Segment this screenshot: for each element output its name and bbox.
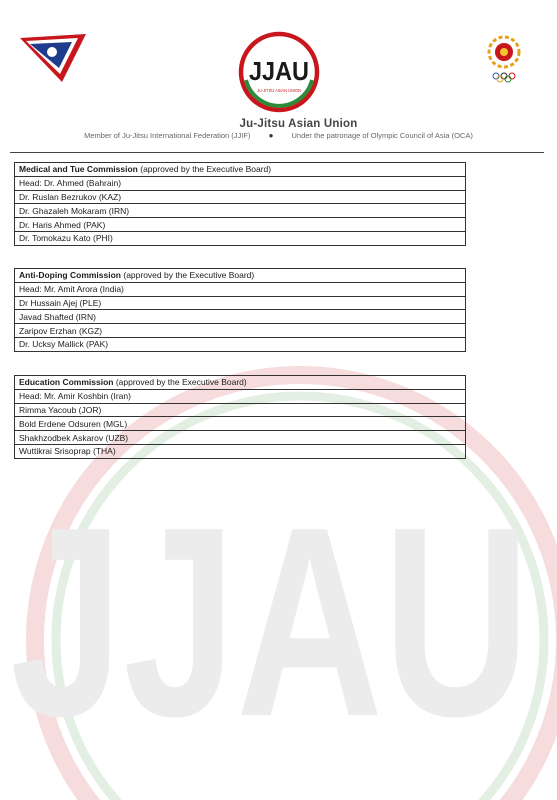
member-cell: Wuttikrai Srisoprap (THA): [15, 444, 466, 458]
member-of-text: Member of Ju-Jitsu International Federation (JJIF): [84, 131, 251, 140]
table-header-row: [15, 163, 466, 177]
table-row: [15, 389, 466, 403]
logo-center-text: JJAU: [249, 56, 309, 86]
table-row: [15, 403, 466, 417]
commission-title-cell: [15, 269, 466, 283]
logo-center-subtext: JU-JITSU ASIAN UNION: [257, 88, 301, 93]
watermark-text: JJAU: [10, 472, 530, 773]
table-row: [15, 231, 466, 245]
anti-doping-commission-table: [14, 268, 466, 352]
member-cell: Dr. Ghazaleh Mokaram (IRN): [15, 204, 466, 218]
member-cell: Head: Dr. Ahmed (Bahrain): [15, 176, 466, 190]
member-cell: Dr Hussain Ajej (PLE): [15, 296, 466, 310]
letterhead: [0, 0, 557, 150]
member-cell: Dr. Haris Ahmed (PAK): [15, 218, 466, 232]
table-row: [15, 431, 466, 445]
commission-title: Anti-Doping Commission: [19, 270, 121, 281]
table-header-row: [15, 269, 466, 283]
member-cell: Head: Mr. Amit Arora (India): [15, 282, 466, 296]
organization-name: Ju-Jitsu Asian Union: [239, 118, 358, 130]
separator-dot: ●: [268, 131, 274, 140]
member-cell: Rimma Yacoub (JOR): [15, 403, 466, 417]
table-row: [15, 218, 466, 232]
member-cell: Bold Erdene Odsuren (MGL): [15, 417, 466, 431]
oca-sun-logo-icon: [480, 32, 528, 88]
commission-note: (approved by the Executive Board): [137, 164, 272, 175]
commission-note: (approved by the Executive Board): [121, 270, 255, 281]
member-cell: Dr. Ruslan Bezrukov (KAZ): [15, 190, 466, 204]
member-cell: Javad Shafted (IRN): [15, 310, 466, 324]
education-commission-table: [14, 375, 466, 459]
table-row: [15, 296, 466, 310]
member-cell: Dr. Tomokazu Kato (PHI): [15, 231, 466, 245]
table-row: [15, 282, 466, 296]
table-row: [15, 310, 466, 324]
commission-title-cell: [15, 376, 466, 390]
member-cell: Zaripov Erzhan (KGZ): [15, 324, 466, 338]
medical-commission-table: [14, 162, 466, 246]
member-cell: Shakhzodbek Askarov (UZB): [15, 431, 466, 445]
member-cell: Head: Mr. Amir Koshbin (Iran): [15, 389, 466, 403]
membership-line: [0, 131, 557, 140]
member-cell: Dr. Ucksy Mallick (PAK): [15, 337, 466, 351]
table-row: [15, 337, 466, 351]
table-row: [15, 417, 466, 431]
table-row: [15, 176, 466, 190]
table-row: [15, 204, 466, 218]
commission-title: Medical and Tue Commission: [19, 164, 138, 175]
patronage-text: Under the patronage of Olympic Council of Asia (OCA): [291, 131, 473, 140]
commission-title-cell: [15, 163, 466, 177]
table-row: [15, 444, 466, 458]
jjif-shield-logo-icon: [18, 30, 88, 85]
header-divider: [10, 152, 544, 153]
table-header-row: [15, 376, 466, 390]
table-row: [15, 324, 466, 338]
commission-note: (approved by the Executive Board): [113, 377, 247, 388]
commission-title: Education Commission: [19, 377, 114, 388]
table-row: [15, 190, 466, 204]
jjau-logo-icon: [234, 28, 324, 114]
